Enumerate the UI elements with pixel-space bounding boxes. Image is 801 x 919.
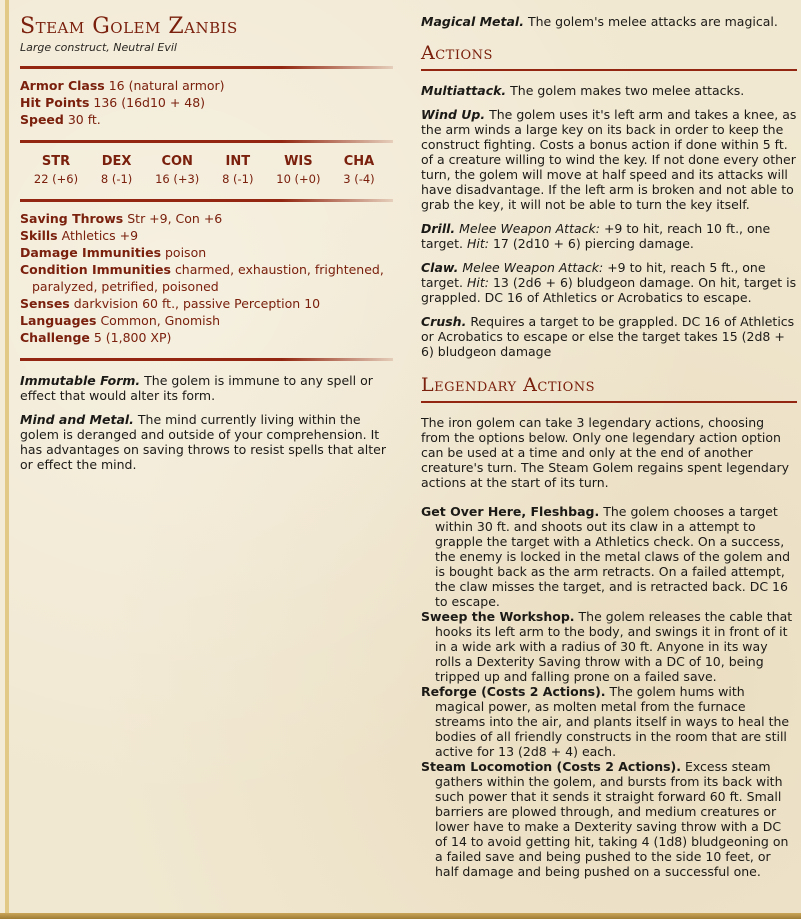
speed bbox=[20, 111, 393, 128]
trait-name: Immutable Form. bbox=[20, 373, 141, 388]
hit-label: Hit: bbox=[466, 236, 489, 251]
saving-throws bbox=[20, 210, 393, 227]
legendary-steam-locomotion bbox=[421, 759, 797, 879]
legendary-reforge bbox=[421, 684, 797, 759]
attack-text: +9 to hit, reach 10 ft., one target. bbox=[421, 221, 771, 251]
senses bbox=[20, 295, 393, 312]
trait-magical-metal bbox=[421, 14, 797, 29]
hit-text: 17 (2d10 + 6) piercing damage. bbox=[492, 236, 694, 251]
action-text: Requires a target to be grappled. DC 16 of Athletics or Acrobatics to escape or else the target takes 15 (2d8 + 6) bludgeon damage bbox=[421, 314, 795, 359]
divider bbox=[20, 358, 393, 361]
action-name: Claw. bbox=[421, 260, 459, 275]
action-name: Crush. bbox=[421, 314, 467, 329]
legendary-name: Steam Locomotion (Costs 2 Actions). bbox=[421, 759, 681, 774]
attack-text: +9 to hit, reach 5 ft., one target. bbox=[421, 260, 766, 290]
ability-score: 3 (-4) bbox=[343, 172, 375, 186]
condition-immunities-value: charmed, exhaustion, frightened, paralyzed, petrified, poisoned bbox=[32, 262, 384, 294]
ability-int bbox=[210, 153, 266, 187]
legendary-text: The golem hums with magical power, as molten metal from the furnace streams into the air, and plants itself in ways to heal the bodies of all friendly constructs in the room that are still active for 13 (2d8 + 4) each. bbox=[435, 684, 790, 759]
action-drill bbox=[421, 221, 797, 251]
action-name: Multiattack. bbox=[421, 83, 507, 98]
legendary-actions-heading: Legendary Actions bbox=[421, 374, 596, 396]
armor-class-label: Armor Class bbox=[20, 78, 105, 93]
ability-dex bbox=[89, 153, 145, 187]
action-name: Drill. bbox=[421, 221, 456, 236]
monster-type: Large construct, Neutral Evil bbox=[20, 41, 177, 54]
ability-name: STR bbox=[41, 154, 71, 169]
action-text: The golem uses it's left arm and takes a knee, as the arm winds a large key on its back in order to keep the construct fighting. Costs a bonus action if done within 5 ft. of a creature willing to wind the key. If not done every other turn, the golem will move at half speed and its attacks will have disadvantage. If the left arm is broken and not able to grab the key, it will not be able to turn the key itself. bbox=[421, 107, 797, 212]
ability-str bbox=[28, 153, 84, 187]
legendary-get-over-here bbox=[421, 504, 797, 609]
ability-con bbox=[149, 153, 205, 187]
ability-cha bbox=[331, 153, 387, 187]
condition-immunities bbox=[20, 261, 393, 295]
divider bbox=[20, 140, 393, 143]
action-text: The golem makes two melee attacks. bbox=[510, 83, 745, 98]
saving-throws-value: Str +9, Con +6 bbox=[127, 211, 223, 226]
condition-immunities-label: Condition Immunities bbox=[20, 262, 171, 277]
monster-name: Steam Golem Zanbis bbox=[20, 14, 238, 39]
armor-class bbox=[20, 77, 393, 94]
hit-label: Hit: bbox=[466, 275, 489, 290]
ability-name: WIS bbox=[284, 154, 313, 169]
right-column bbox=[421, 14, 797, 879]
action-name: Wind Up. bbox=[421, 107, 486, 122]
action-wind-up bbox=[421, 107, 797, 212]
ability-name: DEX bbox=[101, 154, 132, 169]
legendary-name: Get Over Here, Fleshbag. bbox=[421, 504, 600, 519]
attack-type: Melee Weapon Attack: bbox=[459, 221, 600, 236]
damage-immunities bbox=[20, 244, 393, 261]
legendary-name: Reforge (Costs 2 Actions). bbox=[421, 684, 606, 699]
ability-score: 10 (+0) bbox=[276, 172, 321, 186]
speed-label: Speed bbox=[20, 112, 64, 127]
action-crush bbox=[421, 314, 797, 359]
challenge-label: Challenge bbox=[20, 330, 90, 345]
challenge bbox=[20, 329, 393, 346]
armor-class-value: 16 (natural armor) bbox=[108, 78, 225, 93]
action-multiattack bbox=[421, 83, 797, 98]
speed-value: 30 ft. bbox=[67, 112, 101, 127]
left-column bbox=[20, 14, 393, 481]
languages bbox=[20, 312, 393, 329]
ability-name: INT bbox=[225, 154, 251, 169]
senses-label: Senses bbox=[20, 296, 70, 311]
legendary-text: Excess steam gathers within the golem, and bursts from its back with such power that it sends it straight forward 60 ft. Small barriers are plowed through, and medium creatures or lower have to make a Dexterity saving throw with a DC of 14 to avoid getting hit, taking 4 (1d8) bludgeoning on a failed save and being pushed to the side 10 feet, or half damage and being pushed on a successful one. bbox=[435, 759, 789, 879]
action-claw bbox=[421, 260, 797, 305]
hit-points-value: 136 (16d10 + 48) bbox=[93, 95, 206, 110]
legendary-text: The golem chooses a target within 30 ft. and shoots out its claw in a attempt to grapple the target with a Athletics check. On a success, the enemy is locked in the metal claws of the golem and is bought back as the arm retracts. On a failed attempt, the claw misses the target, and is retracted back. DC 16 to escape. bbox=[435, 504, 791, 609]
ability-score: 16 (+3) bbox=[155, 172, 200, 186]
ability-score: 8 (-1) bbox=[222, 172, 254, 186]
legendary-name: Sweep the Workshop. bbox=[421, 609, 575, 624]
languages-label: Languages bbox=[20, 313, 97, 328]
trait-name: Magical Metal. bbox=[421, 14, 524, 29]
trait-text: The golem is immune to any spell or effect that would alter its form. bbox=[20, 373, 373, 403]
attack-type: Melee Weapon Attack: bbox=[462, 260, 604, 275]
ability-scores bbox=[20, 151, 393, 187]
divider bbox=[20, 199, 393, 202]
ability-name: CON bbox=[161, 154, 193, 169]
actions-heading: Actions bbox=[421, 42, 493, 64]
challenge-value: 5 (1,800 XP) bbox=[93, 330, 172, 345]
saving-throws-label: Saving Throws bbox=[20, 211, 124, 226]
stat-block-page bbox=[5, 0, 801, 913]
skills-value: Athletics +9 bbox=[61, 228, 139, 243]
trait-mind-and-metal bbox=[20, 412, 393, 472]
skills bbox=[20, 227, 393, 244]
hit-points bbox=[20, 94, 393, 111]
trait-text: The mind currently living within the golem is deranged and outside of your comprehension. It has advantages on saving throws to resist spells that alter or effect the mind. bbox=[20, 412, 387, 472]
trait-text: The golem's melee attacks are magical. bbox=[527, 14, 778, 29]
ability-score: 8 (-1) bbox=[100, 172, 133, 186]
hit-points-label: Hit Points bbox=[20, 95, 90, 110]
divider bbox=[20, 66, 393, 69]
ability-name: CHA bbox=[343, 154, 375, 169]
trait-immutable-form bbox=[20, 373, 393, 403]
languages-value: Common, Gnomish bbox=[100, 313, 221, 328]
ability-wis bbox=[270, 153, 326, 187]
legendary-actions-rule bbox=[421, 401, 797, 403]
legendary-text: The golem releases the cable that hooks its left arm to the body, and swings it in front of it in a wide ark with a radius of 30 ft. Anyone in its way rolls a Dexterity Saving throw with a DC of 10, being tripped up and falling prone on a failed save. bbox=[435, 609, 793, 684]
damage-immunities-label: Damage Immunities bbox=[20, 245, 162, 260]
damage-immunities-value: poison bbox=[165, 245, 207, 260]
ability-score: 22 (+6) bbox=[33, 172, 79, 186]
senses-value: darkvision 60 ft., passive Perception 10 bbox=[73, 296, 321, 311]
skills-label: Skills bbox=[20, 228, 58, 243]
bottom-border bbox=[0, 913, 801, 919]
trait-name: Mind and Metal. bbox=[20, 412, 134, 427]
actions-rule bbox=[421, 69, 797, 71]
legendary-sweep-the-workshop bbox=[421, 609, 797, 684]
legendary-intro: The iron golem can take 3 legendary actions, choosing from the options below. Only one legendary action option can be used at a time and only at the end of another creature's turn. The Steam Golem regains spent legendary actions at the start of its turn. bbox=[421, 415, 790, 490]
hit-text: 13 (2d6 + 6) bludgeon damage. On hit, target is grappled. DC 16 of Athletics or Acrobatics to escape. bbox=[421, 275, 797, 305]
